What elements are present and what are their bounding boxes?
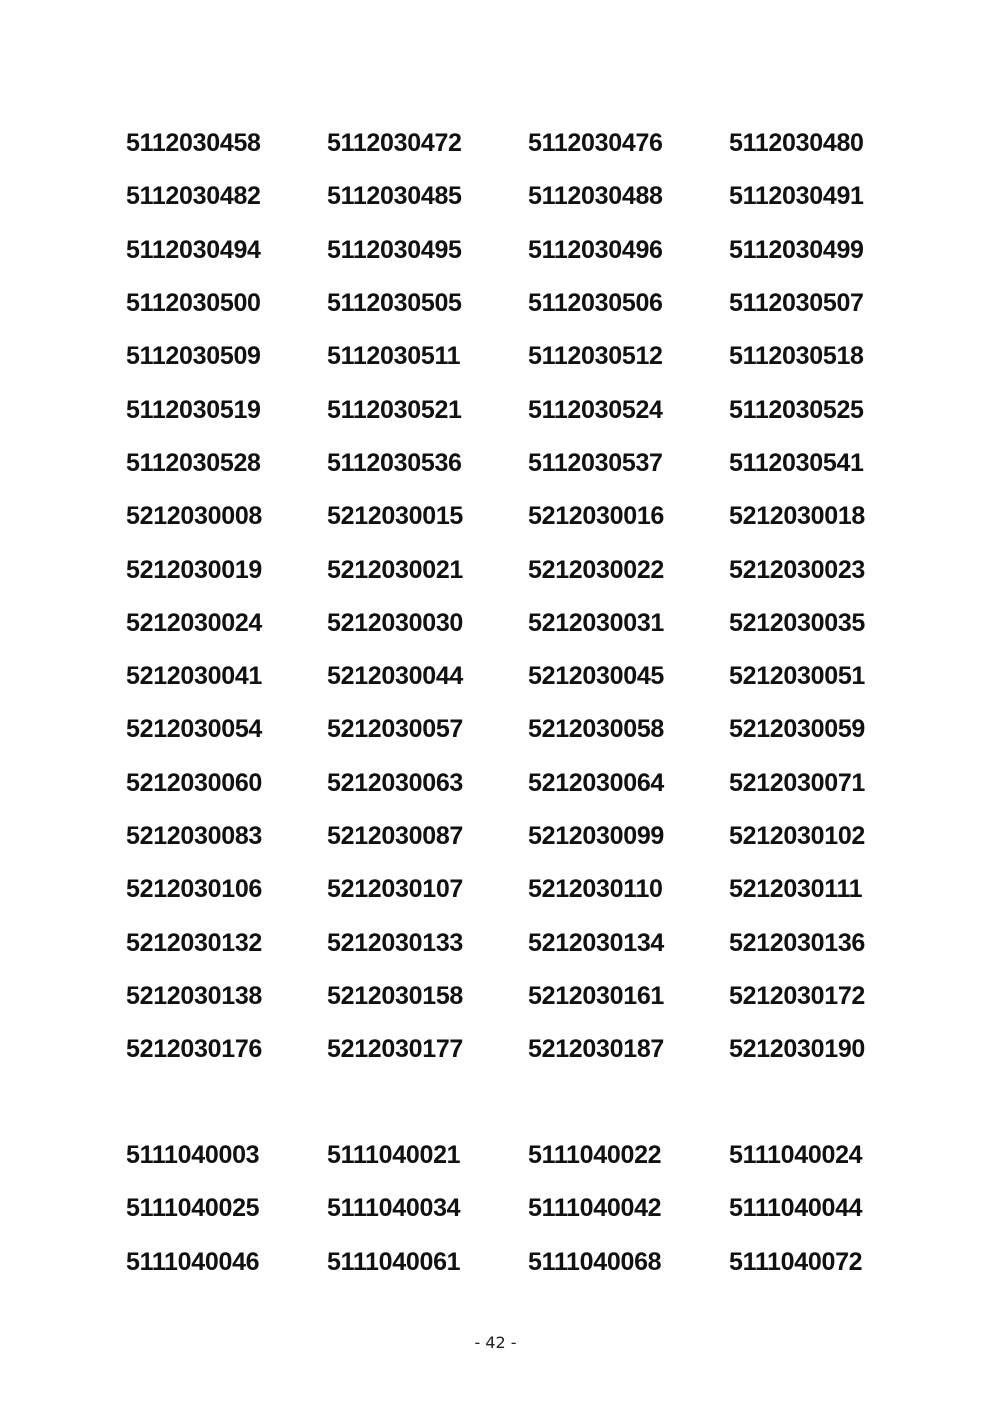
code-cell: 5212030063 — [327, 768, 464, 797]
code-cell: 5212030177 — [327, 1035, 464, 1064]
code-cell: 5112030494 — [126, 235, 261, 264]
code-cell: 5212030133 — [327, 928, 464, 957]
code-cell: 5112030499 — [729, 235, 864, 264]
code-cell: 5212030111 — [729, 875, 863, 904]
code-cell: 5212030134 — [528, 928, 665, 957]
code-cell: 5111040061 — [327, 1247, 461, 1276]
code-cell: 5111040024 — [729, 1141, 863, 1170]
code-cell: 5212030071 — [729, 768, 866, 797]
code-cell: 5212030058 — [528, 715, 665, 744]
code-cell: 5212030059 — [729, 715, 866, 744]
code-cell: 5112030528 — [126, 448, 261, 477]
code-cell: 5111040003 — [126, 1141, 260, 1170]
code-cell: 5212030024 — [126, 608, 263, 637]
code-cell: 5212030054 — [126, 715, 263, 744]
code-cell: 5111040022 — [528, 1141, 662, 1170]
code-cell: 5112030521 — [327, 395, 462, 424]
code-cell: 5212030041 — [126, 662, 263, 691]
code-cell: 5112030505 — [327, 289, 462, 318]
code-cell: 5212030060 — [126, 768, 263, 797]
code-cell: 5212030176 — [126, 1035, 263, 1064]
code-cell: 5112030511 — [327, 342, 461, 371]
code-cell: 5212030132 — [126, 928, 263, 957]
code-cell: 5212030083 — [126, 822, 263, 850]
code-cell: 5212030110 — [528, 875, 663, 904]
code-cell: 5112030541 — [729, 448, 864, 477]
code-cell: 5112030509 — [126, 342, 261, 371]
code-cell: 5112030507 — [729, 289, 864, 318]
code-cell: 5212030019 — [126, 555, 263, 584]
code-cell: 5212030021 — [327, 555, 464, 584]
code-cell: 5111040021 — [327, 1141, 461, 1170]
code-cell: 5112030524 — [528, 395, 663, 424]
code-cell: 5212030064 — [528, 768, 665, 797]
code-cell: 5111040068 — [528, 1247, 662, 1276]
code-cell: 5212030187 — [528, 1035, 665, 1064]
code-cell: 5212030107 — [327, 875, 464, 904]
code-cell: 5112030537 — [528, 448, 663, 477]
code-cell: 5212030102 — [729, 822, 866, 850]
page-number: - 42 - — [474, 1333, 517, 1352]
code-cell: 5212030161 — [528, 981, 665, 1010]
code-cell: 5212030023 — [729, 555, 866, 584]
code-cell: 5112030458 — [126, 129, 261, 158]
code-cell: 5212030018 — [729, 502, 866, 531]
code-cell: 5112030512 — [528, 342, 663, 371]
code-cell: 5112030482 — [126, 182, 261, 211]
code-cell: 5212030035 — [729, 608, 866, 637]
code-cell: 5212030190 — [729, 1035, 866, 1064]
code-cell: 5112030500 — [126, 289, 261, 318]
code-grid-section-2 — [126, 1129, 886, 1289]
code-cell: 5112030518 — [729, 342, 864, 371]
code-grid-section-1 — [126, 117, 886, 1076]
code-cell: 5112030485 — [327, 182, 462, 211]
code-cell: 5111040025 — [126, 1194, 260, 1223]
code-cell: 5112030491 — [729, 182, 864, 211]
code-cell: 5112030480 — [729, 129, 864, 158]
code-cell: 5212030051 — [729, 662, 866, 691]
code-cell: 5111040034 — [327, 1194, 461, 1223]
code-cell: 5112030472 — [327, 129, 462, 158]
code-cell: 5212030016 — [528, 502, 665, 531]
code-cell: 5212030136 — [729, 928, 866, 957]
code-cell: 5212030138 — [126, 981, 263, 1010]
code-cell: 5111040042 — [528, 1194, 662, 1223]
code-cell: 5112030519 — [126, 395, 261, 424]
code-cell: 5212030030 — [327, 608, 464, 637]
code-cell: 5212030031 — [528, 608, 665, 637]
code-cell: 5212030172 — [729, 981, 866, 1010]
code-cell: 5212030008 — [126, 502, 263, 531]
code-cell: 5212030087 — [327, 822, 464, 850]
code-cell: 5212030022 — [528, 555, 665, 584]
code-cell: 5212030045 — [528, 662, 665, 691]
code-cell: 5212030106 — [126, 875, 263, 904]
code-cell: 5212030099 — [528, 822, 665, 850]
code-cell: 5112030506 — [528, 289, 663, 318]
code-cell: 5112030488 — [528, 182, 663, 211]
code-cell: 5212030015 — [327, 502, 464, 531]
code-cell: 5112030525 — [729, 395, 864, 424]
code-cell: 5212030044 — [327, 662, 464, 691]
code-cell: 5112030476 — [528, 129, 663, 158]
code-cell: 5111040046 — [126, 1247, 260, 1276]
code-cell: 5212030158 — [327, 981, 464, 1010]
code-cell: 5111040072 — [729, 1247, 863, 1276]
code-cell: 5111040044 — [729, 1194, 863, 1223]
code-cell: 5112030536 — [327, 448, 462, 477]
code-cell: 5212030057 — [327, 715, 464, 744]
code-cell: 5112030495 — [327, 235, 462, 264]
code-cell: 5112030496 — [528, 235, 663, 264]
